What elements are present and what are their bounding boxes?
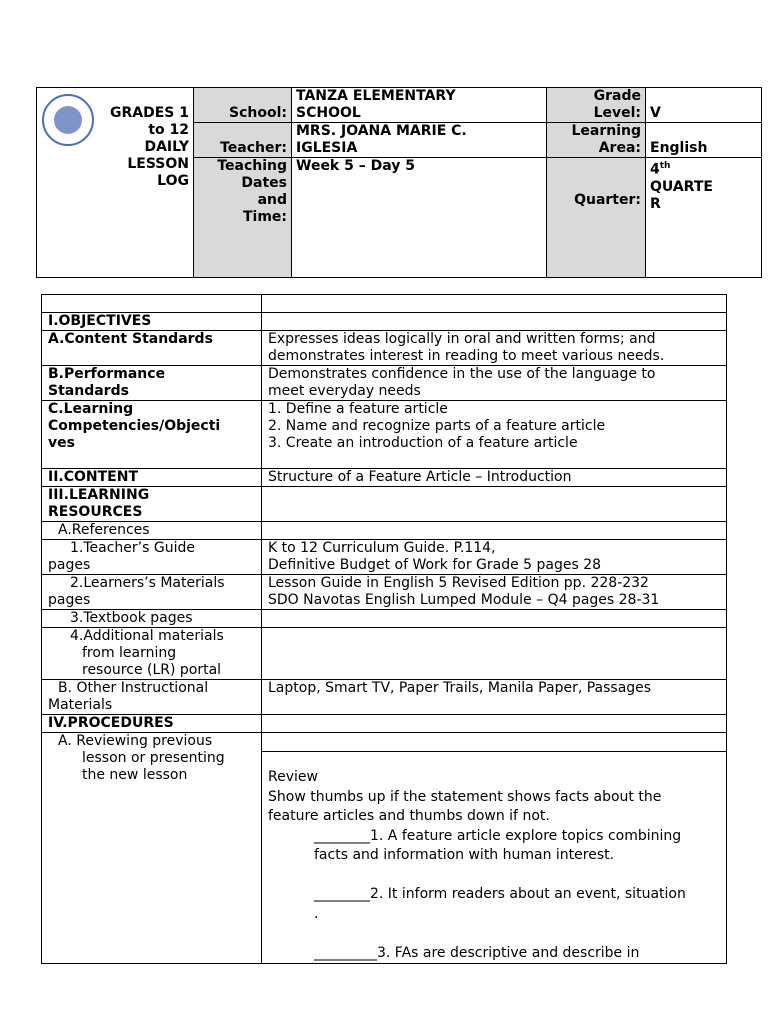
review-question: facts and information with human interest. [314,847,615,863]
teachers-guide-label: 1.Teacher’s Guide pages [42,540,262,575]
title-line: GRADES 1 [110,105,189,121]
performance-standards-value: Demonstrates confidence in the use of the language to meet everyday needs [262,366,727,401]
blank-cell [262,733,727,752]
blank-cell [262,522,727,540]
content-value: Structure of a Feature Article – Introduction [262,469,727,487]
competencies-label: C.Learning Competencies/Objecti ves [42,401,262,469]
grade-level-value: V [646,88,762,123]
review-question: _________3. FAs are descriptive and describe in [314,944,640,961]
review-activity [262,752,727,964]
other-materials-label: B. Other Instructional Materials [42,680,262,715]
competencies-value: 1. Define a feature article 2. Name and recognize parts of a feature article 3. Create an introduction of a feature article [262,401,727,469]
header-table [36,87,762,278]
content-standards-value: Expresses ideas logically in oral and written forms; and demonstrates interest in reading to meet various needs. [262,331,727,366]
other-materials-value: Laptop, Smart TV, Paper Trails, Manila Paper, Passages [262,680,727,715]
procedures-heading: IV.PROCEDURES [42,715,262,733]
learners-materials-label: 2.Learners’s Materials pages [42,575,262,610]
learning-area-label: Learning Area: [547,123,646,158]
quarter-value: 4th QUARTE R [646,158,762,278]
title-line: DAILY [144,139,189,155]
lesson-table [41,294,727,964]
dates-label: Teaching Dates and Time: [194,158,292,278]
school-label: School: [194,88,292,123]
blank-cell [42,295,262,313]
deped-seal-logo [42,94,94,146]
review-question: ________2. It inform readers about an event, situation [314,886,686,902]
title-line: LESSON [127,156,189,172]
blank-cell [262,295,727,313]
blank-cell [262,628,727,680]
grade-level-label: Grade Level: [547,88,646,123]
review-question: ________1. A feature article explore topics combining [314,827,682,844]
dates-value: Week 5 – Day 5 [292,158,547,278]
blank-cell [262,313,727,331]
header-title-cell [37,88,194,278]
additional-materials-label: 4.Additional materials from learning resource (LR) portal [42,628,262,680]
review-title: Review [268,769,318,785]
quarter-label: Quarter: [547,158,646,278]
title-line: LOG [157,173,189,189]
school-value: TANZA ELEMENTARY SCHOOL [292,88,547,123]
learning-resources-label: III.LEARNING RESOURCES [42,487,262,522]
review-instructions: Show thumbs up if the statement shows facts about the [268,788,662,805]
performance-standards-label: B.Performance Standards [42,366,262,401]
teacher-label: Teacher: [194,123,292,158]
blank-cell [262,610,727,628]
teachers-guide-value: K to 12 Curriculum Guide. P.114, Definitive Budget of Work for Grade 5 pages 28 [262,540,727,575]
review-instructions: feature articles and thumbs down if not. [268,808,550,824]
content-label: II.CONTENT [42,469,262,487]
teacher-value: MRS. JOANA MARIE C. IGLESIA [292,123,547,158]
blank-cell [262,715,727,733]
review-question: . [314,905,319,922]
blank-cell [262,487,727,522]
content-standards-label: A.Content Standards [42,331,262,366]
learners-materials-value: Lesson Guide in English 5 Revised Edition pp. 228-232 SDO Navotas English Lumped Module – Q4 pages 28-31 [262,575,727,610]
reviewing-label: A. Reviewing previous lesson or presenting the new lesson [42,733,262,964]
textbook-pages-label: 3.Textbook pages [42,610,262,628]
references-label: A.References [42,522,262,540]
title-line: to 12 [148,122,189,138]
objectives-heading: I.OBJECTIVES [42,313,262,331]
learning-area-value: English [646,123,762,158]
